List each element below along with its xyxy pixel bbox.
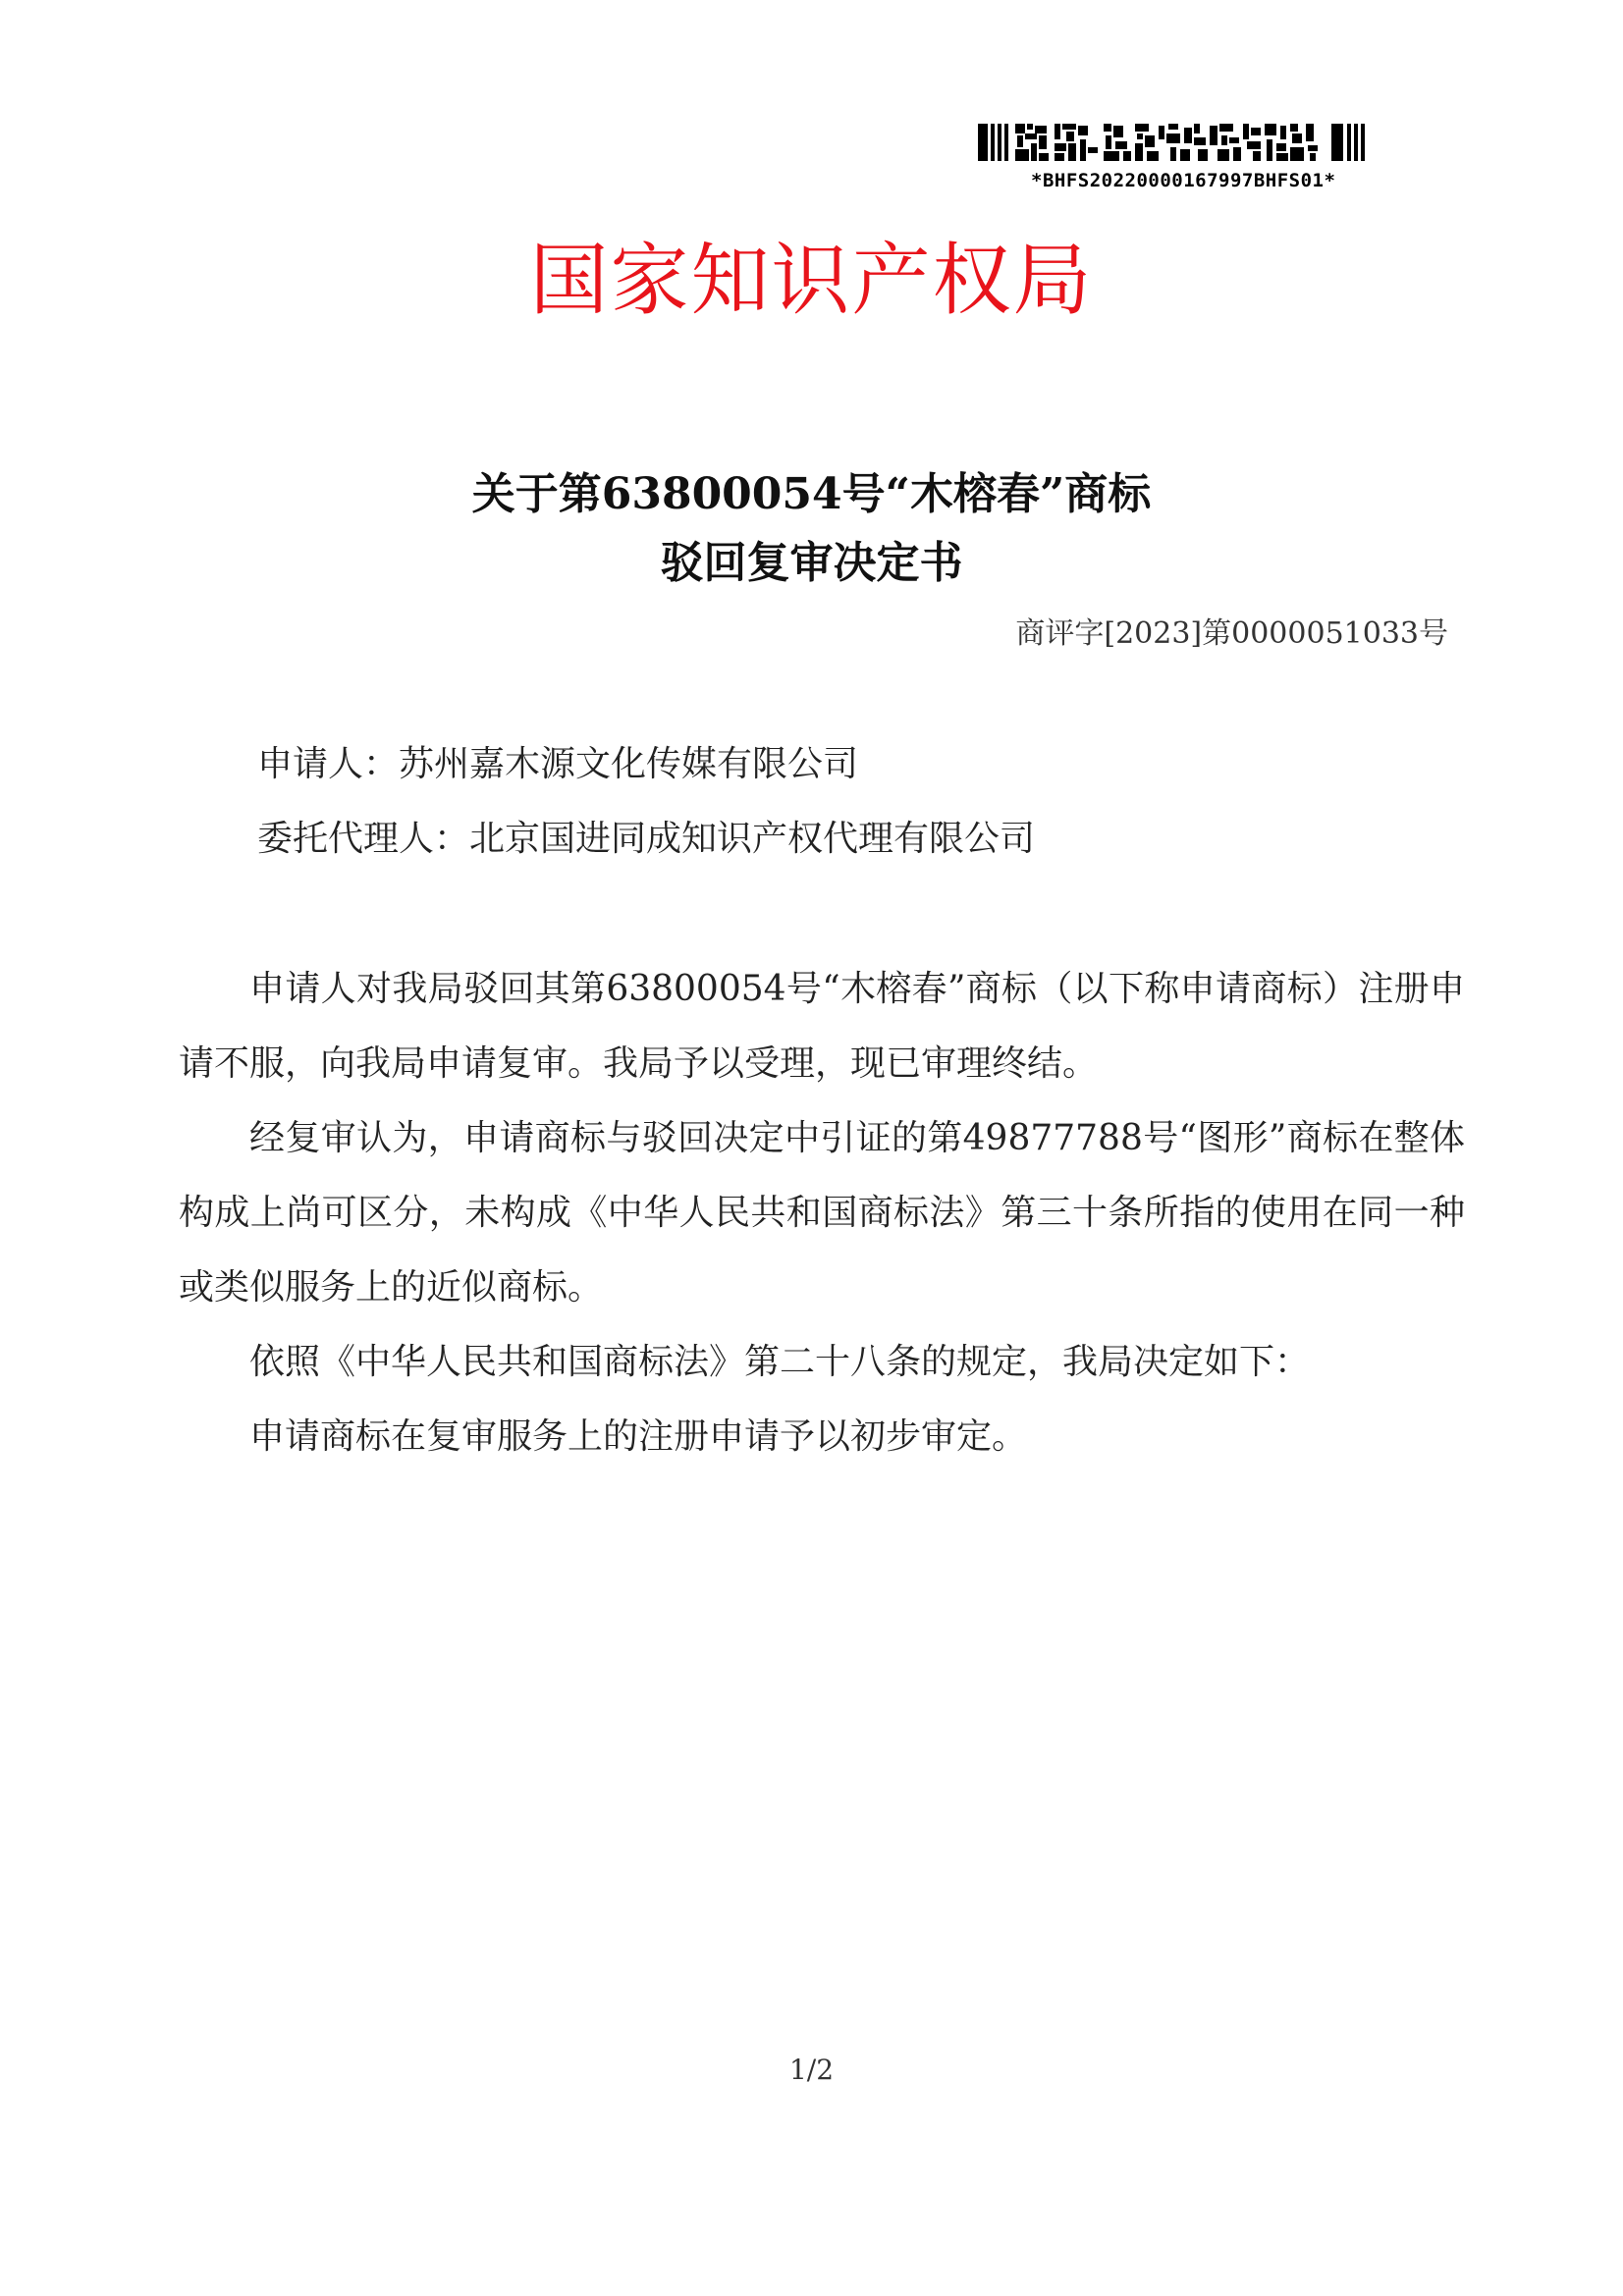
decision-body [179,952,1465,1474]
document-title-line-2: 驳回复审决定书 [660,538,963,588]
document-title-line-1: 关于第63800054号“木榕春”商标 [471,469,1152,519]
agent-line: 委托代理人：北京国进同成知识产权代理有限公司 [257,819,1036,859]
page-number: 1/2 [788,2054,835,2086]
agency-header: 国家知识产权局 [529,235,1094,326]
paragraph: 依照《中华人民共和国商标法》第二十八条的规定，我局决定如下： [249,1342,1311,1382]
applicant-line: 申请人：苏州嘉木源文化传媒有限公司 [257,744,859,784]
barcode-text: *BHFS20220000167997BHFS01* [1031,170,1336,191]
barcode-graphic [976,120,1388,167]
reference-number: 商评字[2023]第0000051033号 [1015,616,1448,651]
paragraph: 经复审认为，申请商标与驳回决定中引证的第49877788号“图形”商标在整体构成上尚可区分，未构成《中华人民共和国商标法》第三十条所指的使用在同一种或类似服务上的近似商标。 [179,1118,1465,1308]
barcode [976,120,1388,198]
paragraph: 申请商标在复审服务上的注册申请予以初步审定。 [249,1416,1028,1457]
paragraph: 申请人对我局驳回其第63800054号“木榕春”商标（以下称申请商标）注册申请不服，向我局申请复审。我局予以受理，现已审理终结。 [179,969,1465,1084]
